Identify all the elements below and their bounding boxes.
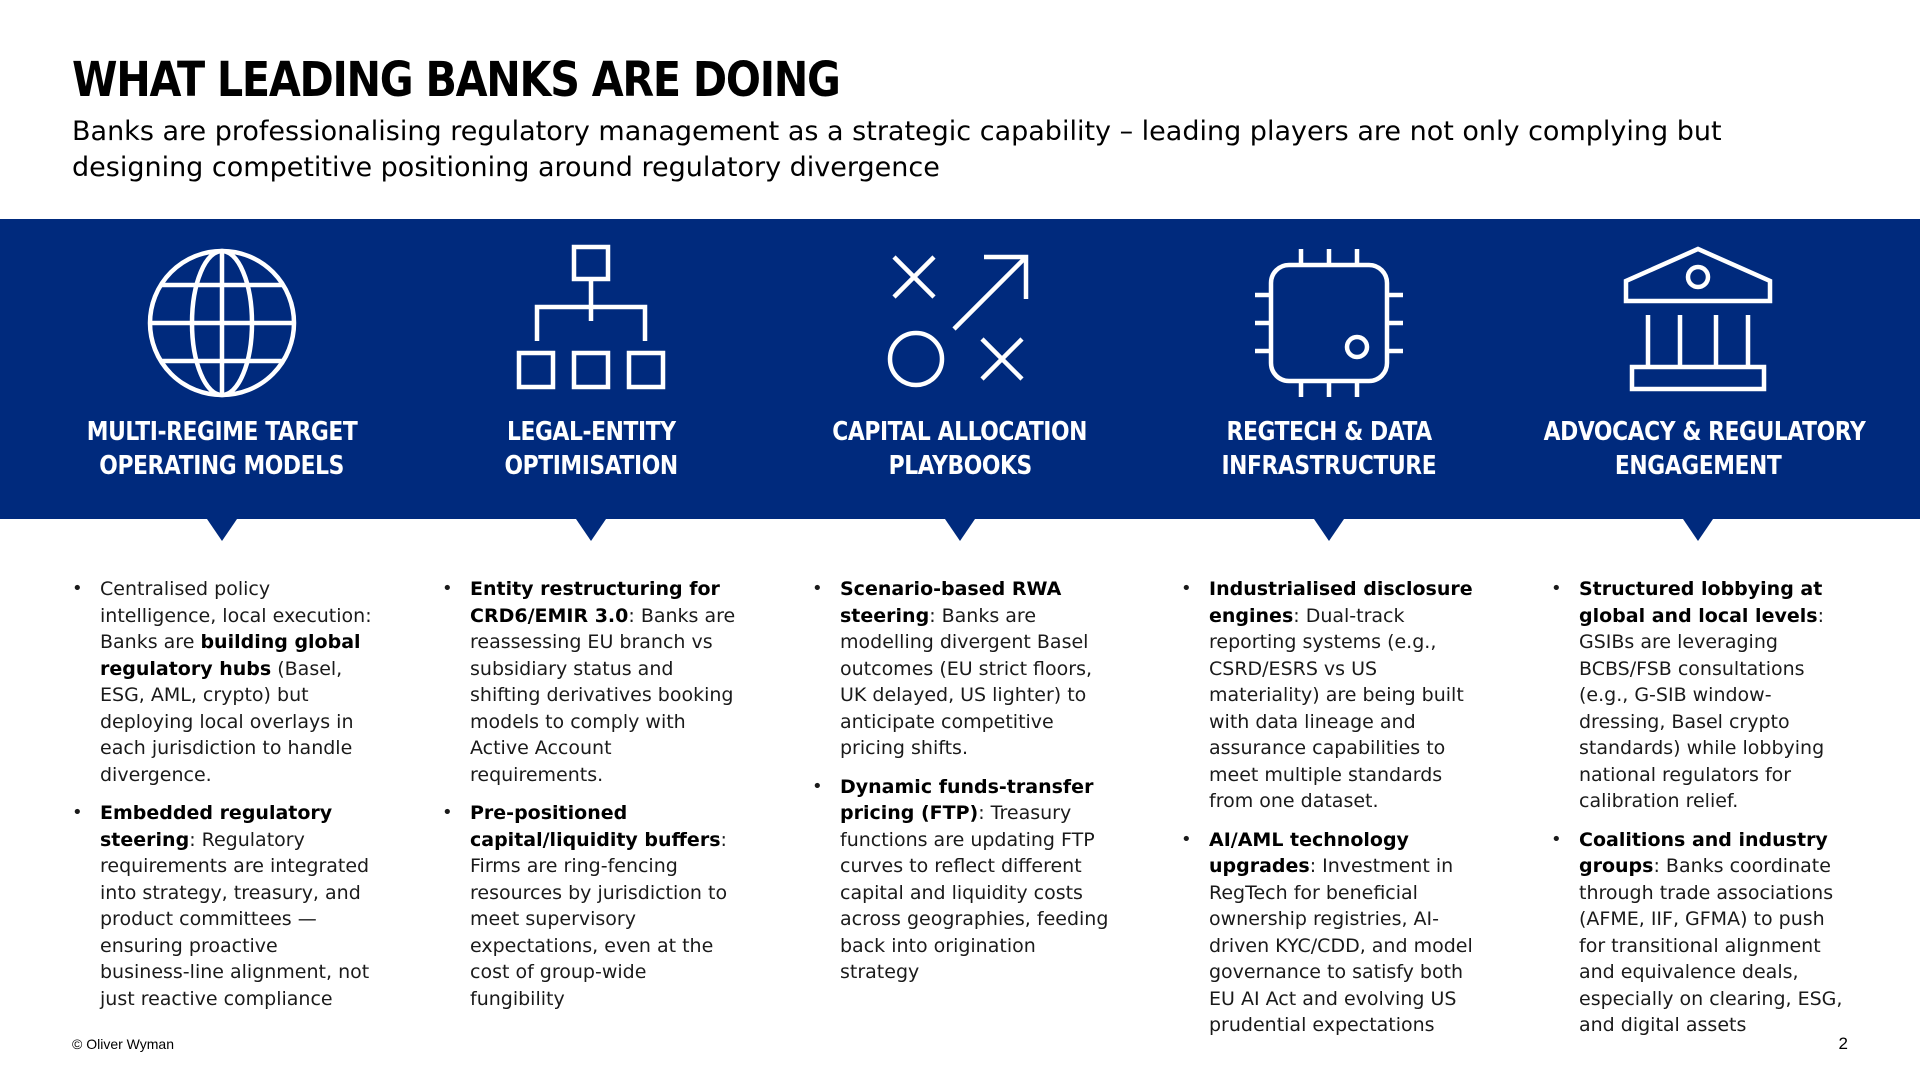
- capability-band: [0, 219, 1920, 519]
- column-head-3: [775, 219, 1145, 519]
- chip-icon: [1249, 243, 1409, 403]
- bullet-item: • Embedded regulatory steering: Regulatory requirements are integrated into strategy, treasury, and product committees — ensuring proactive business-line alignment, not just reactive compliance: [72, 800, 372, 1012]
- bullet-item: • Scenario-based RWA steering: Banks are modelling divergent Basel outcomes (EU strict floors, UK delayed, US lighter) to anticipate competitive pricing shifts.: [812, 576, 1112, 762]
- page-subtitle: Banks are professionalising regulatory management as a strategic capability – leading players are not only complying but designing competitive positioning around regulatory divergence: [72, 116, 1722, 183]
- column-body-2: [442, 576, 742, 1024]
- column-head-5: [1513, 219, 1883, 519]
- page-number: 2: [1838, 1034, 1848, 1053]
- bullet-item: • Dynamic funds-transfer pricing (FTP): Treasury functions are updating FTP curves to reflect different capital and liquidity costs across geographies, feeding back into origination strategy: [812, 774, 1112, 986]
- institution-building-icon: [1618, 243, 1778, 403]
- column-body-3: [812, 576, 1112, 998]
- pointer-arrow: [576, 519, 606, 541]
- pointer-arrow: [1314, 519, 1344, 541]
- pointer-arrow: [945, 519, 975, 541]
- column-title-3: CAPITAL ALLOCATION PLAYBOOKS: [832, 417, 1088, 481]
- bullet-item: • Entity restructuring for CRD6/EMIR 3.0: Banks are reassessing EU branch vs subsidiary status and shifting derivatives booking models to comply with Active Account requirements.: [442, 576, 742, 788]
- pointer-arrow: [207, 519, 237, 541]
- bullet-item: • Coalitions and industry groups: Banks coordinate through trade associations (AFME, IIF, GFMA) to push for transitional alignment and equivalence deals, especially on clearing, ESG, and digital assets: [1551, 827, 1851, 1039]
- bullet-item: • AI/AML technology upgrades: Investment in RegTech for beneficial ownership registries, AI-driven KYC/CDD, and model governance to satisfy both EU AI Act and evolving US prudential expectations: [1181, 827, 1481, 1039]
- bullet-item: • Centralised policy intelligence, local execution: Banks are building global regulatory hubs (Basel, ESG, AML, crypto) but deploying local overlays in each jurisdiction to handle divergence.: [72, 576, 372, 788]
- column-body-1: [72, 576, 372, 1024]
- copyright-footer: © Oliver Wyman: [72, 1036, 174, 1052]
- column-body-4: [1181, 576, 1481, 1051]
- column-head-4: [1144, 219, 1514, 519]
- org-chart-icon: [511, 243, 671, 403]
- column-title-4: REGTECH & DATA INFRASTRUCTURE: [1221, 417, 1437, 481]
- column-body-5: [1551, 576, 1851, 1051]
- bullet-item: • Structured lobbying at global and local levels: GSIBs are leveraging BCBS/FSB consultations (e.g., G-SIB window-dressing, Basel crypto standards) while lobbying national regulators for calibration relief.: [1551, 576, 1851, 815]
- column-head-2: [406, 219, 776, 519]
- column-title-2: LEGAL-ENTITY OPTIMISATION: [504, 417, 678, 481]
- strategy-playbook-icon: [880, 243, 1040, 403]
- page-title: WHAT LEADING BANKS ARE DOING: [72, 52, 840, 108]
- column-title-5: ADVOCACY & REGULATORY ENGAGEMENT: [1543, 417, 1866, 481]
- bullet-item: • Pre-positioned capital/liquidity buffers: Firms are ring-fencing resources by jurisdiction to meet supervisory expectations, even at the cost of group-wide fungibility: [442, 800, 742, 1012]
- bullet-item: • Industrialised disclosure engines: Dual-track reporting systems (e.g., CSRD/ESRS vs US materiality) are being built with data lineage and assurance capabilities to meet multiple standards from one dataset.: [1181, 576, 1481, 815]
- globe-icon: [142, 243, 302, 403]
- column-head-1: [37, 219, 407, 519]
- pointer-arrow: [1683, 519, 1713, 541]
- column-title-1: MULTI-REGIME TARGET OPERATING MODELS: [86, 417, 358, 481]
